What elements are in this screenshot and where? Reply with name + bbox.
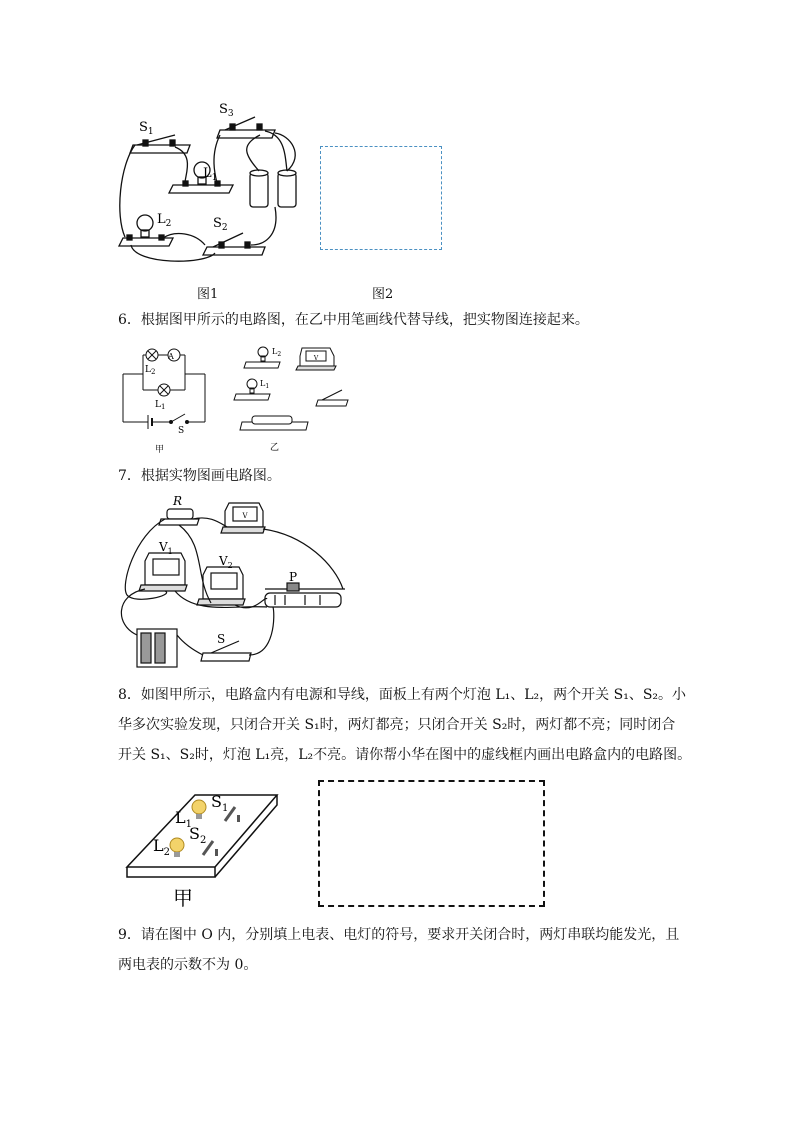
q6-circuit-diagram-jia [115,340,215,455]
q6-label-l1: $L_1$ [155,400,166,411]
fig1-label-s2: $S_2$ [213,216,228,233]
question-6-text: 6．根据图甲所示的电路图，在乙中用笔画线代替导线，把实物图连接起来。 [118,312,589,328]
q7-label-s: S [217,632,226,646]
q6-yi-label-l1: $L_1$ [260,379,270,390]
q7-label-v2: $V_2$ [219,554,233,570]
q6-label-l2: $L_2$ [145,365,156,376]
q7-label-r: R [173,494,183,508]
question-9-line-2: 两电表的示数不为 0。 [118,957,258,973]
figure-1-caption: 图1 [197,287,219,302]
q7-meter-symbol: V [242,512,248,520]
question-8-line-3: 开关 S₁、S₂时，灯泡 L₁亮，L₂不亮。请你帮小华在图中的虚线框内画出电路盒内的电路图。 [118,747,692,763]
fig1-label-l1: $L_1$ [203,166,218,183]
figure-2-caption: 图2 [372,287,394,302]
q8-answer-box [318,780,545,907]
fig1-label-s1: $S_1$ [139,120,154,137]
q8-label-s1: $S_1$ [211,792,229,814]
fig1-label-l2: $L_2$ [157,212,172,229]
figure-2-answer-box [320,146,442,250]
question-9-line-1: 9．请在图中 O 内，分别填上电表、电灯的符号，要求开关闭合时，两灯串联均能发光，且 [118,927,680,943]
q8-label-s2: $S_2$ [189,824,207,846]
q7-physical-circuit [115,495,355,675]
q8-label-l2: $L_2$ [153,836,170,858]
q8-circuit-box-panel [125,785,285,910]
question-8-line-1: 8．如图甲所示，电路盒内有电源和导线，面板上有两个灯泡 L₁、L₂，两个开关 S₁、S₂。小 [118,687,687,703]
q6-ammeter-symbol: A [168,352,174,361]
question-8-line-2: 华多次实验发现，只闭合开关 S₁时，两灯都亮；只闭合开关 S₂时，两灯都不亮；同时闭合 [118,717,676,733]
q7-label-p: P [289,570,298,584]
question-7-text: 7．根据实物图画电路图。 [118,468,281,484]
q6-yi-meter-symbol: V [313,355,319,362]
q6-caption-jia: 甲 [155,445,165,455]
q6-yi-label-l2: $L_2$ [272,347,282,358]
q8-caption-jia: 甲 [173,886,193,910]
q8-label-l1: $L_1$ [175,808,192,830]
fig1-label-s3: $S_3$ [219,102,234,119]
q6-physical-components-yi [230,340,365,455]
q7-label-v1: $V_1$ [159,540,173,556]
q6-caption-yi: 乙 [270,443,280,453]
q6-label-s: S [178,426,185,436]
